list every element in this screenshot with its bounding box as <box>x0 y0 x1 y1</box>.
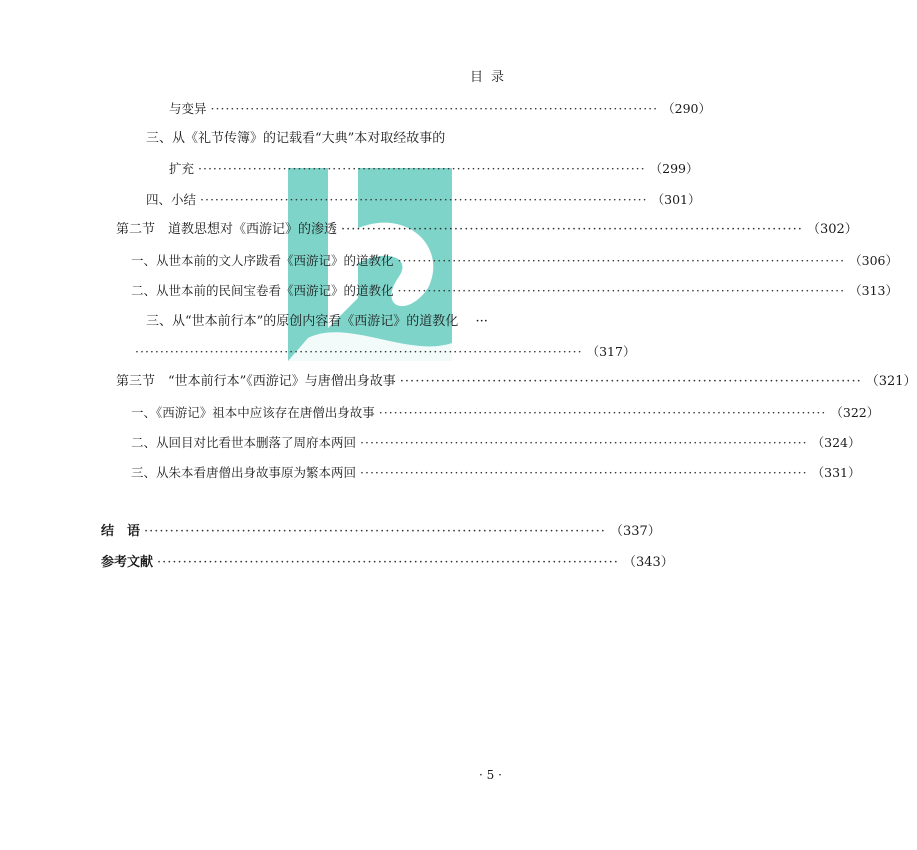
toc-entry[interactable] <box>131 404 880 422</box>
leader-dots: ·························································································· <box>200 192 648 207</box>
toc-entry-title: 一、《西游记》祖本中应该存在唐僧出身故事 <box>131 405 375 420</box>
leader-dots: ·························································································· <box>157 555 619 570</box>
toc-entry-page: （343） <box>622 555 674 570</box>
toc-entry-page: （317） <box>586 344 636 359</box>
leader-dots: ·························································································· <box>144 524 606 539</box>
leader-dots: ·························································································· <box>198 161 646 176</box>
toc-entry-title: 一、从世本前的文人序跋看《西游记》的道教化 <box>131 253 394 268</box>
toc-entry-title: 四、小结 <box>146 192 197 207</box>
toc-entry[interactable] <box>131 343 636 361</box>
toc-entry-page: （306） <box>849 253 898 268</box>
leader-dots: ·························································································· <box>135 344 583 359</box>
toc-entry-page: （321） <box>865 374 917 389</box>
toc-entry-title: 三、从《礼节传簿》的记载看“大典”本对取经故事的 <box>146 131 446 146</box>
toc-entry[interactable] <box>131 434 861 452</box>
toc-entry[interactable] <box>131 282 898 300</box>
toc-entry[interactable] <box>146 191 701 209</box>
toc-entry-page: （299） <box>649 161 699 176</box>
leader-dots: ··· <box>462 314 488 329</box>
page-number: · 5 · <box>479 768 502 782</box>
toc-entry[interactable] <box>146 313 488 331</box>
toc-entry-title: 二、从世本前的民间宝卷看《西游记》的道教化 <box>131 283 394 298</box>
toc-entry-page: （337） <box>609 524 661 539</box>
toc-entry[interactable] <box>116 373 917 391</box>
toc-entry-title: 参考文献 <box>101 555 154 570</box>
toc-entry[interactable] <box>101 523 661 541</box>
toc-entry-page: （302） <box>806 222 858 237</box>
running-head: 目录 <box>470 70 513 85</box>
leader-dots: ·························································································· <box>360 435 808 450</box>
leader-dots: ·························································································· <box>397 283 846 298</box>
toc-entry-title: 第三节 “世本前行本”《西游记》与唐僧出身故事 <box>116 374 396 389</box>
toc-entry-title: 结 语 <box>101 524 141 539</box>
toc-entry-title: 扩充 <box>169 161 195 176</box>
leader-dots: ·························································································· <box>397 253 846 268</box>
toc-entry-title: 三、从“世本前行本”的原创内容看《西游记》的道教化 <box>146 314 459 329</box>
leader-dots: ·························································································· <box>378 405 827 420</box>
toc-entry[interactable] <box>116 221 858 239</box>
toc-entry-title: 二、从回目对比看世本删落了周府本两回 <box>131 435 357 450</box>
leader-dots: ·························································································· <box>210 101 659 116</box>
leader-dots: ·························································································· <box>399 374 862 389</box>
toc-entry[interactable] <box>131 252 898 270</box>
toc-entry-page: （331） <box>811 465 861 480</box>
toc-entry[interactable] <box>146 130 445 148</box>
leader-dots: ·························································································· <box>360 465 808 480</box>
toc-entry[interactable] <box>131 464 861 482</box>
toc-entry-title: 三、从朱本看唐僧出身故事原为繁本两回 <box>131 465 357 480</box>
toc-entry-title: 第二节 道教思想对《西游记》的渗透 <box>116 222 338 237</box>
toc-entry[interactable] <box>169 160 699 178</box>
toc-entry[interactable] <box>169 100 711 118</box>
toc-entry-title: 与变异 <box>169 101 207 116</box>
toc-entry-page: （322） <box>830 405 880 420</box>
toc-entry-page: （313） <box>849 283 898 298</box>
toc-entry-page: （301） <box>651 192 701 207</box>
toc-entry-page: （324） <box>811 435 861 450</box>
leader-dots: ·························································································· <box>341 222 803 237</box>
toc-entry[interactable] <box>101 554 674 572</box>
toc-entry-page: （290） <box>662 101 711 116</box>
